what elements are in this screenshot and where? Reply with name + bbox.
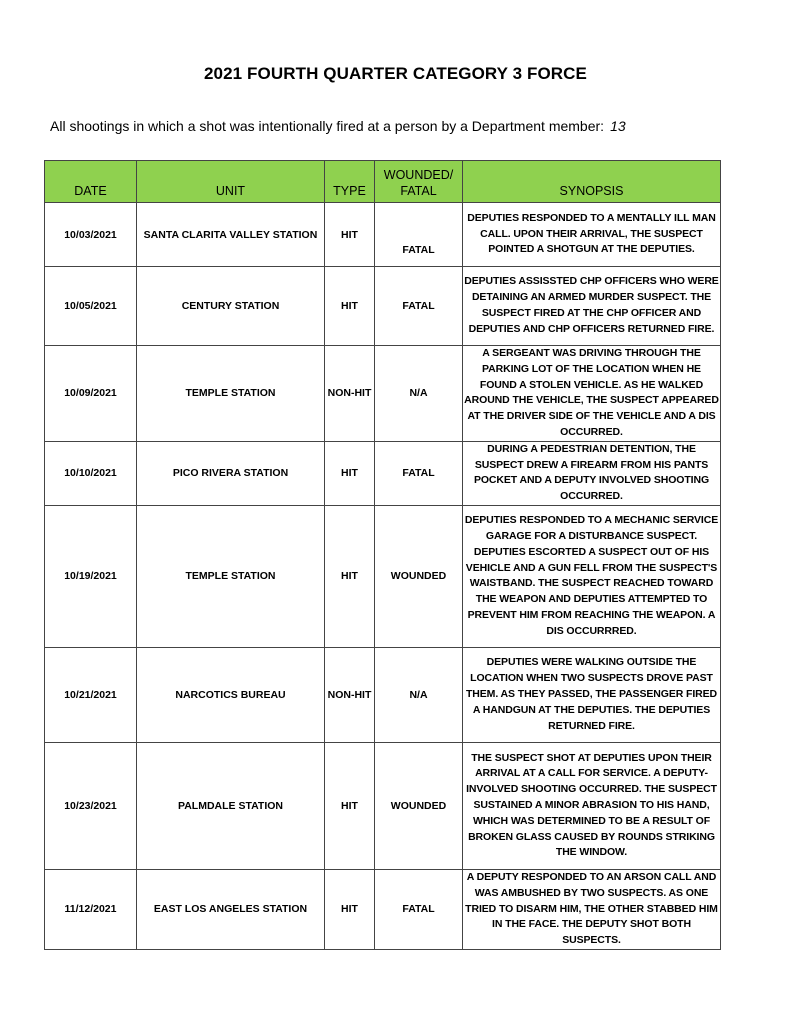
incident-unit: EAST LOS ANGELES STATION: [137, 869, 325, 949]
column-header-date: DATE: [45, 161, 137, 203]
category-3-force-table: [44, 160, 721, 950]
incident-date: 10/21/2021: [45, 647, 137, 742]
incident-synopsis: DURING A PEDESTRIAN DETENTION, THE SUSPECT DREW A FIREARM FROM HIS PANTS POCKET AND A DEPUTY INVOLVED SHOOTING OCCURRED.: [463, 441, 721, 505]
incident-outcome: WOUNDED: [375, 505, 463, 647]
incident-outcome: FATAL: [375, 869, 463, 949]
column-header-unit: UNIT: [137, 161, 325, 203]
incident-type: HIT: [325, 869, 375, 949]
incident-unit: NARCOTICS BUREAU: [137, 647, 325, 742]
table-row: [45, 869, 721, 949]
incident-type: NON-HIT: [325, 647, 375, 742]
incident-outcome: N/A: [375, 647, 463, 742]
incident-synopsis: THE SUSPECT SHOT AT DEPUTIES UPON THEIR ARRIVAL AT A CALL FOR SERVICE. A DEPUTY-INVOLVED SHOOTING OCCURRED. THE SUSPECT SUSTAINED A MINOR ABRASION TO HIS HAND, WHICH WAS DETERMINED TO BE A RESULT OF BROKEN GLASS CAUSED BY ROUNDS STRIKING THE WINDOW.: [463, 742, 721, 869]
incident-type: NON-HIT: [325, 346, 375, 442]
column-header-type: TYPE: [325, 161, 375, 203]
table-row: [45, 647, 721, 742]
table-row: [45, 346, 721, 442]
column-header-wounded: WOUNDED/: [383, 168, 454, 182]
incident-outcome: FATAL: [375, 441, 463, 505]
incident-outcome: WOUNDED: [375, 742, 463, 869]
incident-date: 10/05/2021: [45, 267, 137, 346]
incident-synopsis: DEPUTIES RESPONDED TO A MENTALLY ILL MAN CALL. UPON THEIR ARRIVAL, THE SUSPECT POINTED A SHOTGUN AT THE DEPUTIES.: [463, 203, 721, 267]
column-header-fatal: FATAL: [400, 184, 437, 198]
incident-synopsis: A DEPUTY RESPONDED TO AN ARSON CALL AND WAS AMBUSHED BY TWO SUSPECTS. AS ONE TRIED TO DISARM HIM, THE OTHER STABBED HIM IN THE FACE. THE DEPUTY SHOT BOTH SUSPECTS.: [463, 869, 721, 949]
incident-date: 10/03/2021: [45, 203, 137, 267]
incident-date: 10/19/2021: [45, 505, 137, 647]
incident-date: 10/23/2021: [45, 742, 137, 869]
incident-outcome: FATAL: [375, 267, 463, 346]
summary-count: 13: [610, 118, 626, 134]
incident-date: 11/12/2021: [45, 869, 137, 949]
incident-type: HIT: [325, 742, 375, 869]
incident-type: HIT: [325, 203, 375, 267]
table-row: [45, 441, 721, 505]
summary-label: All shootings in which a shot was intentionally fired at a person by a Department member:: [50, 118, 605, 134]
incident-synopsis: DEPUTIES WERE WALKING OUTSIDE THE LOCATION WHEN TWO SUSPECTS DROVE PAST THEM. AS THEY PASSED, THE PASSENGER FIRED A HANDGUN AT THE DEPUTIES. THE DEPUTIES RETURNED FIRE.: [463, 647, 721, 742]
incident-unit: TEMPLE STATION: [137, 346, 325, 442]
incident-type: HIT: [325, 441, 375, 505]
table-row: [45, 203, 721, 267]
incident-synopsis: DEPUTIES RESPONDED TO A MECHANIC SERVICE GARAGE FOR A DISTURBANCE SUSPECT. DEPUTIES ESCORTED A SUSPECT OUT OF HIS VEHICLE AND A GUN FELL FROM THE SUSPECT'S WAISTBAND. THE SUSPECT REACHED TOWARD THE WEAPON AND DEPUTIES ATTEMPTED TO PREVENT HIM FROM REACHING THE WEAPON. A DIS OCCURRRED.: [463, 505, 721, 647]
incident-outcome: FATAL: [375, 203, 463, 267]
column-header-synopsis: SYNOPSIS: [463, 161, 721, 203]
incident-type: HIT: [325, 505, 375, 647]
page-title: 2021 FOURTH QUARTER CATEGORY 3 FORCE: [203, 64, 587, 83]
table-row: [45, 505, 721, 647]
table-header-row: [45, 161, 721, 203]
incident-unit: SANTA CLARITA VALLEY STATION: [137, 203, 325, 267]
table-row: [45, 742, 721, 869]
table-row: [45, 267, 721, 346]
incident-date: 10/09/2021: [45, 346, 137, 442]
incident-synopsis: A SERGEANT WAS DRIVING THROUGH THE PARKING LOT OF THE LOCATION WHEN HE FOUND A STOLEN VEHICLE. AS HE WALKED AROUND THE VEHICLE, THE SUSPECT APPEARED AT THE DRIVER SIDE OF THE VEHICLE AND A DIS OCCURRED.: [463, 346, 721, 442]
column-header-wounded-fatal: [375, 161, 463, 203]
incident-unit: CENTURY STATION: [137, 267, 325, 346]
incident-unit: PICO RIVERA STATION: [137, 441, 325, 505]
incident-date: 10/10/2021: [45, 441, 137, 505]
shootings-summary: [50, 118, 626, 134]
incident-unit: PALMDALE STATION: [137, 742, 325, 869]
incident-type: HIT: [325, 267, 375, 346]
incident-unit: TEMPLE STATION: [137, 505, 325, 647]
incident-outcome: N/A: [375, 346, 463, 442]
incident-synopsis: DEPUTIES ASSISSTED CHP OFFICERS WHO WERE DETAINING AN ARMED MURDER SUSPECT. THE SUSPECT FIRED AT THE CHP OFFICER AND DEPUTIES AND CHP OFFICERS RETURNED FIRE.: [463, 267, 721, 346]
